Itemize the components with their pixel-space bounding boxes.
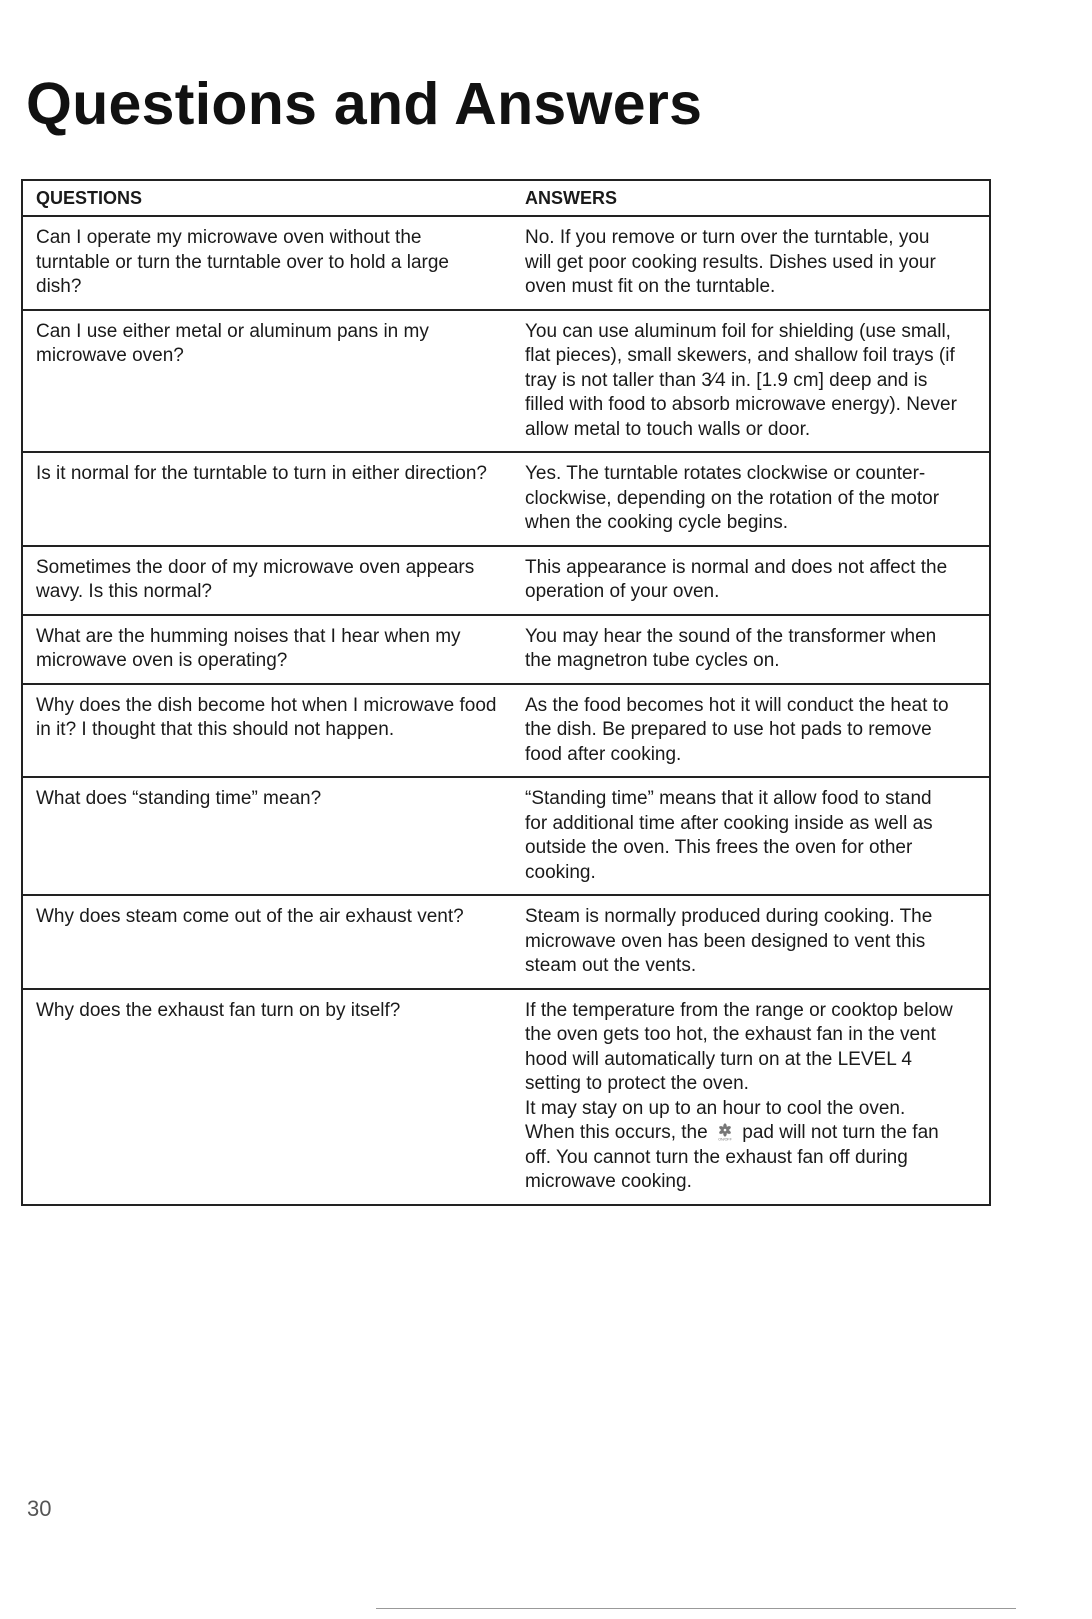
fan-pad-icon [715,1123,735,1141]
questions-column-header: QUESTIONS [36,187,143,208]
table-row [23,683,989,777]
answer-text-part2-after-icon: pad will not turn the fan off. You cannot turn the exhaust fan off during microwave cooking. [525,1122,939,1192]
answer-cell: No. If you remove or turn over the turntable, you will get poor cooking results. Dishes used in your oven must fit on the turntable. [525,227,936,297]
answer-cell: This appearance is normal and does not affect the operation of your oven. [525,556,948,602]
page-number: 30 [27,1496,52,1521]
answers-column-header: ANSWERS [525,187,618,208]
answer-cell: “Standing time” means that it allow food to stand for additional time after cooking inside as well as outside the oven. This frees the oven for other cooking. [525,788,933,883]
answer-text-part2-before-icon: It may stay on up to an hour to cool the oven. When this occurs, the [525,1097,906,1143]
fan-pad-icon-label: ON/OFF [718,1137,732,1141]
table-header-row [23,181,989,215]
table-row [23,614,989,683]
question-cell: Why does the exhaust fan turn on by itself? [36,999,401,1021]
answer-text-part1: If the temperature from the range or cooktop below the oven gets too hot, the exhaust fan in the vent hood will automatically turn on at the LEVEL 4 setting to protect the oven. [525,999,953,1094]
question-cell: Sometimes the door of my microwave oven appears wavy. Is this normal? [36,556,475,602]
table-row [23,545,989,614]
answer-cell: Yes. The turntable rotates clockwise or counter-clockwise, depending on the rotation of the motor when the cooking cycle begins. [525,463,940,533]
question-cell: Why does steam come out of the air exhaust vent? [36,906,464,927]
table-row [23,451,989,545]
qa-table [21,179,991,1206]
bottom-scan-rule [376,1608,1016,1609]
table-row [23,988,989,1204]
question-cell: Can I operate my microwave oven without the turntable or turn the turntable over to hold a large dish? [36,227,449,297]
question-cell: What are the humming noises that I hear when my microwave oven is operating? [36,625,461,671]
answer-cell: You may hear the sound of the transformer when the magnetron tube cycles on. [525,625,937,671]
table-row [23,894,989,988]
page-title: Questions and Answers [26,71,703,137]
question-cell: What does “standing time” mean? [36,788,322,809]
answer-cell: As the food becomes hot it will conduct the heat to the dish. Be prepared to use hot pads to remove food after cooking. [525,694,949,765]
answer-cell [525,990,989,1204]
question-cell: Is it normal for the turntable to turn in either direction? [36,463,487,484]
table-row [23,309,989,452]
answer-cell: Steam is normally produced during cooking. The microwave oven has been designed to vent this steam out the vents. [525,906,933,976]
answer-cell: You can use aluminum foil for shielding (use small, flat pieces), small skewers, and shallow foil trays (if tray is not taller than 3⁄4 in. [1.9 cm] deep and is filled with food to absorb microwave energy). Never allow metal to touch walls or door. [525,320,957,440]
table-row [23,776,989,894]
question-cell: Why does the dish become hot when I microwave food in it? I thought that this should not happen. [36,694,497,740]
question-cell: Can I use either metal or aluminum pans in my microwave oven? [36,320,429,366]
table-row [23,215,989,309]
